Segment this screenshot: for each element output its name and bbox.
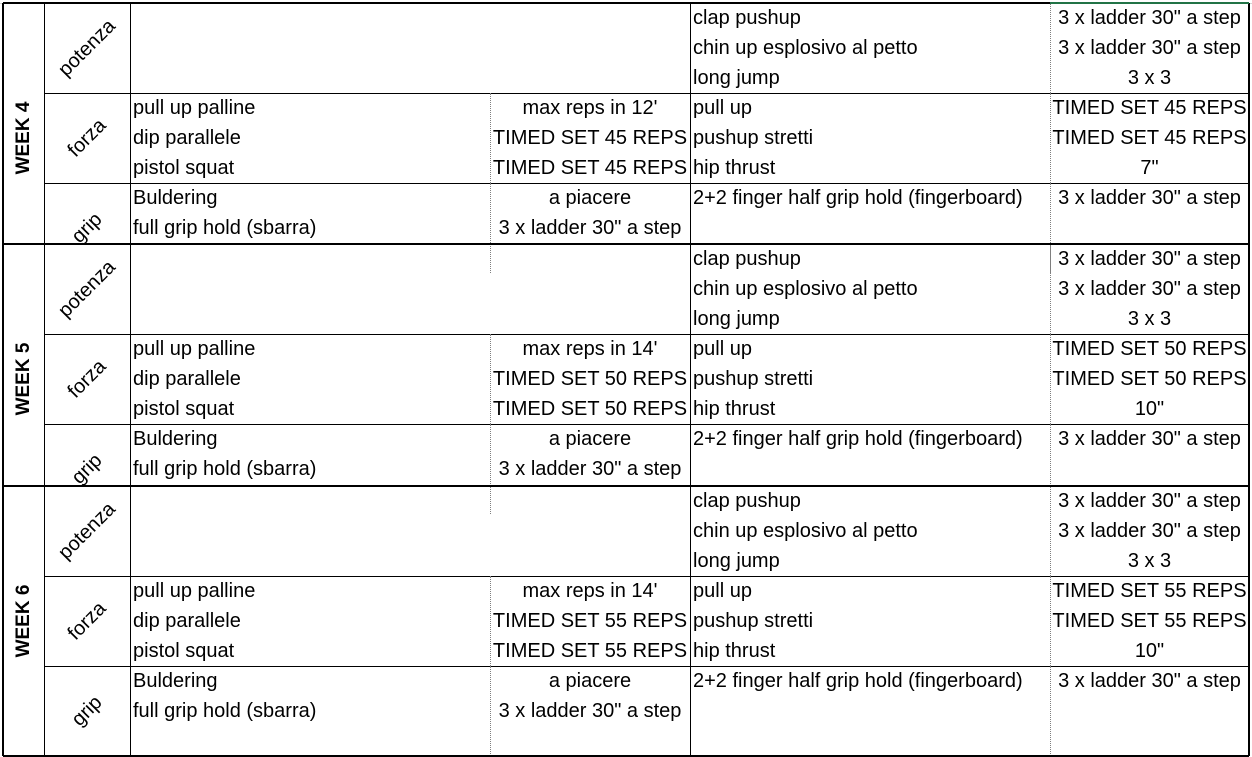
value-cell[interactable]: 3 x 3 — [1127, 308, 1172, 330]
exercise-cell[interactable]: pull up — [693, 580, 752, 602]
value-cell[interactable]: 3 x 3 — [1127, 67, 1172, 89]
value-cell[interactable]: 3 x ladder 30" a step — [1058, 278, 1241, 300]
column-divider — [44, 244, 45, 514]
exercise-cell[interactable]: chin up esplosivo al petto — [693, 37, 918, 59]
exercise-cell[interactable]: dip parallele — [133, 368, 241, 390]
exercise-cell[interactable]: dip parallele — [133, 610, 241, 632]
exercise-cell[interactable]: clap pushup — [693, 490, 801, 512]
value-cell[interactable]: a piacere — [548, 187, 632, 209]
value-cell[interactable]: TIMED SET 50 REPS — [492, 398, 688, 420]
exercise-cell[interactable]: Buldering — [133, 187, 218, 209]
value-cell[interactable]: max reps in 14' — [522, 338, 658, 360]
column-divider — [1050, 244, 1051, 334]
selected-cell-border — [1050, 2, 1249, 4]
exercise-cell[interactable]: full grip hold (sbarra) — [133, 458, 317, 480]
exercise-cell[interactable]: hip thrust — [693, 640, 776, 662]
value-cell[interactable]: TIMED SET 55 REPS — [1052, 610, 1247, 632]
category-divider — [44, 93, 1249, 94]
value-cell[interactable]: TIMED SET 50 REPS — [1052, 338, 1247, 360]
value-cell[interactable]: 3 x ladder 30" a step — [1058, 7, 1241, 29]
table-border — [2, 244, 4, 514]
week-label: WEEK 4 — [12, 101, 34, 175]
exercise-cell[interactable]: 2+2 finger half grip hold (fingerboard) — [693, 187, 1023, 209]
exercise-cell[interactable]: full grip hold (sbarra) — [133, 217, 317, 239]
category-divider — [44, 183, 1249, 184]
value-cell[interactable]: 3 x 3 — [1127, 550, 1172, 572]
column-divider — [1050, 576, 1051, 666]
week-label: WEEK 6 — [12, 584, 34, 658]
exercise-cell[interactable]: Buldering — [133, 670, 218, 692]
table-border — [1248, 3, 1250, 273]
column-divider — [1050, 3, 1051, 93]
exercise-cell[interactable]: pistol squat — [133, 157, 235, 179]
exercise-cell[interactable]: pull up — [693, 97, 752, 119]
category-label-potenza: potenza — [54, 256, 120, 322]
column-divider — [490, 334, 491, 424]
exercise-cell[interactable]: pull up palline — [133, 97, 256, 119]
category-divider — [44, 576, 1249, 577]
value-cell[interactable]: 10" — [1134, 398, 1165, 420]
value-cell[interactable]: TIMED SET 55 REPS — [492, 610, 688, 632]
value-cell[interactable]: TIMED SET 45 REPS — [492, 127, 688, 149]
value-cell[interactable]: 3 x ladder 30" a step — [1058, 187, 1241, 209]
value-cell[interactable]: 7" — [1140, 157, 1159, 179]
exercise-cell[interactable]: dip parallele — [133, 127, 241, 149]
category-label-grip: grip — [67, 691, 107, 731]
exercise-cell[interactable]: clap pushup — [693, 7, 801, 29]
column-divider — [490, 93, 491, 183]
table-border — [2, 3, 4, 273]
value-cell[interactable]: 3 x ladder 30" a step — [498, 700, 682, 722]
category-label-grip: grip — [67, 208, 107, 248]
category-divider — [44, 666, 1249, 667]
value-cell[interactable]: 3 x ladder 30" a step — [1058, 248, 1241, 270]
exercise-cell[interactable]: clap pushup — [693, 248, 801, 270]
exercise-cell[interactable]: hip thrust — [693, 398, 776, 420]
column-divider — [690, 486, 691, 756]
week-divider — [3, 243, 1249, 245]
exercise-cell[interactable]: 2+2 finger half grip hold (fingerboard) — [693, 428, 1023, 450]
value-cell[interactable]: 3 x ladder 30" a step — [1058, 520, 1241, 542]
column-divider — [1050, 93, 1051, 183]
category-label-forza: forza — [63, 114, 111, 162]
value-cell[interactable]: TIMED SET 45 REPS — [1052, 127, 1247, 149]
column-divider — [490, 183, 491, 273]
column-divider — [490, 424, 491, 514]
column-divider — [130, 486, 131, 756]
category-label-forza: forza — [63, 355, 111, 403]
exercise-cell[interactable]: pushup stretti — [693, 127, 814, 149]
column-divider — [490, 666, 491, 756]
value-cell[interactable]: TIMED SET 50 REPS — [1052, 368, 1247, 390]
exercise-cell[interactable]: chin up esplosivo al petto — [693, 520, 918, 542]
category-label-potenza: potenza — [54, 15, 120, 81]
column-divider — [690, 244, 691, 514]
week-label: WEEK 5 — [12, 342, 34, 416]
value-cell[interactable]: TIMED SET 55 REPS — [492, 640, 688, 662]
value-cell[interactable]: 3 x ladder 30" a step — [1058, 37, 1241, 59]
column-divider — [1050, 486, 1051, 576]
table-border — [1248, 486, 1250, 756]
exercise-cell[interactable]: pull up palline — [133, 580, 256, 602]
value-cell[interactable]: max reps in 14' — [522, 580, 658, 602]
exercise-cell[interactable]: 2+2 finger half grip hold (fingerboard) — [693, 670, 1023, 692]
category-label-grip: grip — [67, 449, 107, 489]
column-divider — [490, 576, 491, 666]
exercise-cell[interactable]: pushup stretti — [693, 610, 814, 632]
value-cell[interactable]: TIMED SET 45 REPS — [492, 157, 688, 179]
value-cell[interactable]: 3 x ladder 30" a step — [1058, 428, 1241, 450]
value-cell[interactable]: 10" — [1134, 640, 1165, 662]
category-divider — [44, 334, 1249, 335]
exercise-cell[interactable]: pistol squat — [133, 398, 235, 420]
week-divider — [3, 485, 1249, 487]
exercise-cell[interactable]: long jump — [693, 550, 780, 572]
exercise-cell[interactable]: Buldering — [133, 428, 218, 450]
column-divider — [44, 3, 45, 273]
exercise-cell[interactable]: long jump — [693, 308, 780, 330]
exercise-cell[interactable]: pushup stretti — [693, 368, 814, 390]
value-cell[interactable]: 3 x ladder 30" a step — [498, 458, 682, 480]
value-cell[interactable]: TIMED SET 45 REPS — [1052, 97, 1247, 119]
category-divider — [44, 424, 1249, 425]
exercise-cell[interactable]: hip thrust — [693, 157, 776, 179]
column-divider — [690, 3, 691, 273]
value-cell[interactable]: 3 x ladder 30" a step — [1058, 490, 1241, 512]
exercise-cell[interactable]: chin up esplosivo al petto — [693, 278, 918, 300]
exercise-cell[interactable]: pistol squat — [133, 640, 235, 662]
value-cell[interactable]: 3 x ladder 30" a step — [1058, 670, 1241, 692]
exercise-cell[interactable]: pull up palline — [133, 338, 256, 360]
value-cell[interactable]: TIMED SET 55 REPS — [1052, 580, 1247, 602]
column-divider — [130, 244, 131, 514]
table-border — [1248, 244, 1250, 514]
exercise-cell[interactable]: pull up — [693, 338, 752, 360]
column-divider — [130, 3, 131, 273]
column-divider — [44, 486, 45, 756]
value-cell[interactable]: max reps in 12' — [522, 97, 658, 119]
column-divider — [1050, 334, 1051, 424]
value-cell[interactable]: 3 x ladder 30" a step — [498, 217, 682, 239]
exercise-cell[interactable]: full grip hold (sbarra) — [133, 700, 317, 722]
column-divider — [1050, 666, 1051, 756]
value-cell[interactable]: a piacere — [548, 428, 632, 450]
category-label-potenza: potenza — [54, 498, 120, 564]
exercise-cell[interactable]: long jump — [693, 67, 780, 89]
value-cell[interactable]: a piacere — [548, 670, 632, 692]
category-label-forza: forza — [63, 597, 111, 645]
table-border — [2, 486, 4, 756]
value-cell[interactable]: TIMED SET 50 REPS — [492, 368, 688, 390]
